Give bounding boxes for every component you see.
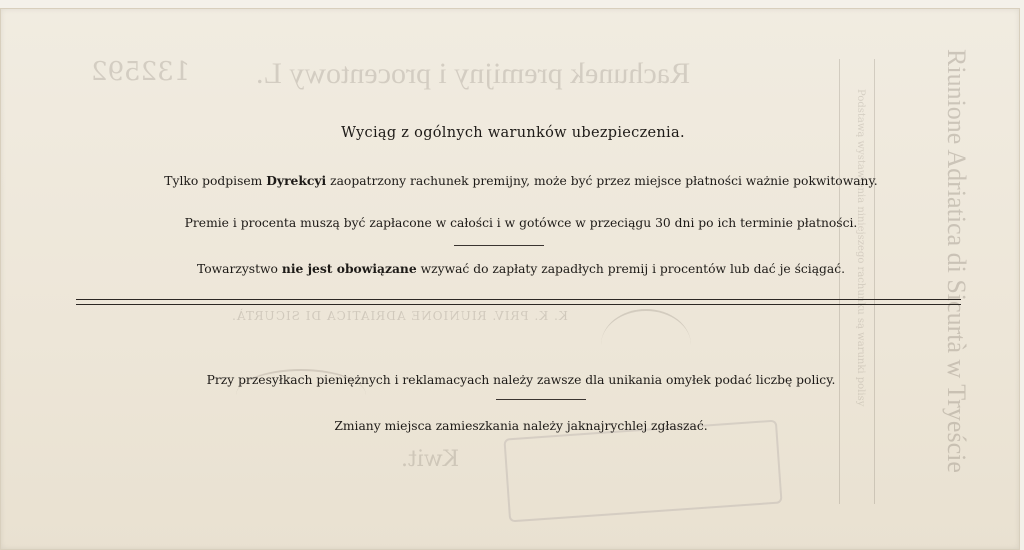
paragraph1-text-before: Tylko podpisem [164, 174, 263, 188]
document-heading: Wyciąg z ogólnych warunków ubezpieczenia. [341, 125, 685, 141]
show-through-title: Rachunek premijny i procentowy L. [256, 57, 691, 90]
show-through-stamp [503, 420, 782, 523]
paragraph3-bold: nie jest obowiązane [281, 261, 417, 276]
divider-short [454, 245, 544, 246]
paragraph-obligation-rule [1, 261, 1024, 276]
paragraph1-bold: Dyrekcyi [266, 173, 327, 188]
paragraph1-text-after: zaopatrzony rachunek premijny, może być przez miejsce płatności ważnie pokwitowany. [330, 174, 878, 188]
paragraph3-text-after: wzywać do zapłaty zapadłych premij i procentów lub dać je ściągać. [420, 262, 846, 276]
show-through-receipt: Kwit. [401, 447, 460, 472]
show-through-signature [601, 309, 691, 381]
document-sheet [0, 8, 1020, 550]
divider-short [496, 399, 586, 400]
show-through-company: K. K. PRIV. RIUNIONE ADRIATICA DI SICURTÀ. [231, 309, 568, 323]
show-through-number: 132592 [91, 57, 191, 87]
paragraph-signature-rule [1, 173, 1024, 188]
paragraph-payment-rule: Premie i procenta muszą być zapłacone w całości i w gotówce w przeciągu 30 dni po ich terminie płatności. [184, 216, 858, 230]
show-through-side-small: Podstawą wystawienia niniejszego rachunku są warunki polisy [855, 89, 866, 407]
show-through-side-text: Riunione Adriatica di Sicurtà w Tryeście [942, 49, 971, 473]
paragraph3-text-before: Towarzystwo [196, 262, 278, 276]
divider-double [76, 299, 961, 305]
paragraph-address-change: Zmiany miejsca zamieszkania należy jaknajrychlej zgłaszać. [334, 419, 708, 433]
paragraph-remittance-rule: Przy przesyłkach pieniężnych i reklamacyach należy zawsze dla unikania omyłek podać liczbę policy. [206, 373, 836, 387]
